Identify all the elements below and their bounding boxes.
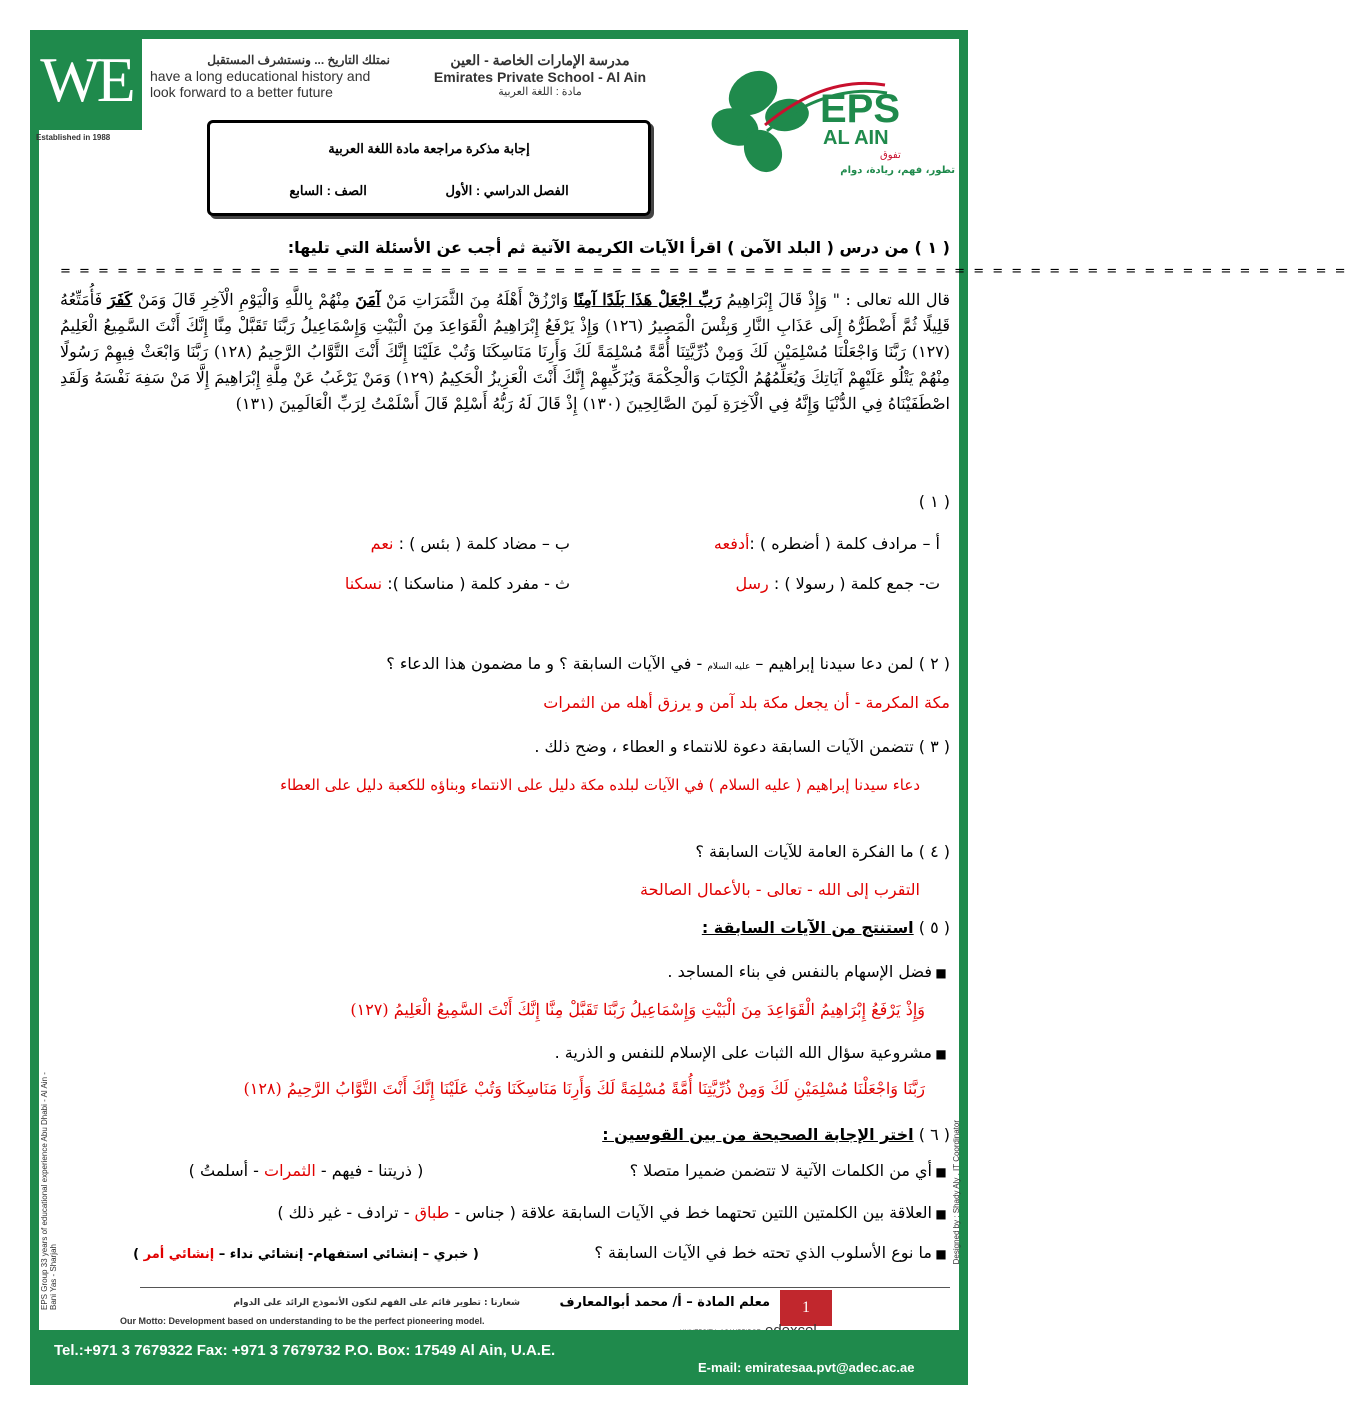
q6-row-1-close: - أسلمتُ ) — [188, 1161, 265, 1180]
side-text-left-label: EPS Group 33 years of educational experience Abu Dhabi - Al Ain - Bani Yas - Sharjah — [40, 1072, 58, 1310]
q1-number: ( ١ ) — [918, 492, 950, 511]
motto-ar: شعارنا : تطوير قائم على الفهم لنكون الأنموذج الرائد على الدوام — [233, 1298, 520, 1308]
we-established: Established in 1988 — [36, 133, 111, 142]
footer-bar — [30, 1330, 968, 1385]
eps-logo-text: EPS — [820, 87, 901, 131]
q3-question: ( ٣ ) تتضمن الآيات السابقة دعوة للانتماء و العطاء ، وضح ذلك . — [534, 737, 950, 756]
verse-part-2: وَارْزُقْ أَهْلَهُ مِنَ الثَّمَرَاتِ مَنْ — [380, 290, 574, 309]
eps-tagline: تطور، فهم، ريادة، دوام — [840, 165, 955, 176]
q6-row-3-question: ما نوع الأسلوب الذي تحته خط في الآيات السابقة ؟ — [594, 1243, 932, 1262]
q1-d — [230, 574, 570, 593]
grade-label: الصف : السابع — [289, 183, 367, 198]
q6-number: ( ٦ ) — [918, 1125, 950, 1144]
q1-b-answer: نعم — [370, 534, 394, 553]
subject-label: مادة : اللغة العربية — [498, 86, 582, 98]
q4-answer: التقرب إلى الله - تعالى - بالأعمال الصالحة — [640, 880, 920, 899]
q5-heading-text: استنتج من الآيات السابقة : — [701, 918, 914, 937]
q5-item-1 — [60, 962, 950, 981]
school-name — [420, 52, 660, 98]
bullet-icon: ■ — [935, 1165, 947, 1179]
q5-number: ( ٥ ) — [918, 918, 950, 937]
q1-d-answer: نسكنا — [344, 574, 383, 593]
quran-verses — [60, 287, 950, 417]
q6-row-3-open: ( خبري – إنشائي استفهام- إنشائي نداء – — [214, 1247, 479, 1262]
title-box — [207, 120, 651, 216]
q6-row-2-answer: طباق — [414, 1203, 450, 1222]
q6-heading-text: اختر الإجابة الصحيحة من بين القوسين : — [602, 1125, 914, 1144]
contact-tel: Tel.:+971 3 7679322 Fax: +971 3 7679732 P.O. Box: 17549 Al Ain, U.A.E. — [54, 1342, 556, 1359]
q6-row-3 — [60, 1243, 950, 1262]
we-tagline-ar: نمتلك التاريخ ... ونستشرف المستقبل — [207, 53, 390, 67]
q4-question: ( ٤ ) ما الفكرة العامة للآيات السابقة ؟ — [695, 842, 950, 861]
footer-divider — [140, 1287, 950, 1288]
q5-item-2-text: مشروعية سؤال الله الثبات على الإسلام للنفس و الذرية . — [554, 1043, 932, 1062]
school-name-en: Emirates Private School - Al Ain — [433, 69, 647, 85]
q5-verse-2: رَبَّنَا وَاجْعَلْنَا مُسْلِمَيْنِ لَكَ وَمِنْ ذُرِّيَّتِنَا أُمَّةً مُسْلِمَةً لَكَ وَأَرِنَا مَنَاسِكَنَا وَتُبْ عَلَيْنَا إِنَّكَ أَنْتَ التَّوَّابُ الرَّحِيمُ (١٢٨) — [243, 1079, 925, 1098]
q6-row-1 — [60, 1161, 950, 1180]
we-logo: WE — [30, 30, 142, 130]
bullet-icon: ■ — [935, 1247, 947, 1261]
verse-underlined-1: رَبِّ اجْعَلْ هَذَا بَلَدًا آمِنًا — [573, 290, 722, 309]
q5-heading — [60, 918, 950, 937]
verse-part-3: مِنْهُمْ بِاللَّهِ وَالْيَوْمِ الْآخِرِ قَالَ وَمَنْ — [132, 290, 356, 309]
we-tagline-en2: look forward to a better future — [150, 84, 333, 100]
teacher-name: معلم المادة – أ/ محمد أبوالمعارف — [559, 1295, 770, 1310]
we-tagline — [150, 52, 390, 100]
side-text-left — [40, 1060, 58, 1310]
q6-row-2 — [60, 1203, 950, 1222]
q1-c — [580, 574, 940, 593]
eps-city: AL AIN — [823, 127, 889, 149]
verse-intro: قال الله تعالى : " وَإِذْ قَالَ إِبْرَاهِيمُ — [721, 290, 951, 309]
q1-c-answer: رسل — [735, 574, 769, 593]
q1-a-label: أ – مرادف كلمة ( أضطره ) : — [749, 534, 940, 553]
contact-email: E-mail: emiratesaa.pvt@adec.ac.ae — [698, 1360, 915, 1375]
q2-question — [60, 654, 950, 673]
side-text-right — [952, 1120, 966, 1320]
q6-heading — [60, 1125, 950, 1144]
q6-row-3-close: ) — [133, 1247, 144, 1262]
q5-verse-1: وَإِذْ يَرْفَعُ إِبْرَاهِيمُ الْقَوَاعِدَ مِنَ الْبَيْتِ وَإِسْمَاعِيلُ رَبَّنَا تَقَبَّلْ مِنَّا إِنَّكَ أَنْتَ السَّمِيعُ الْعَلِيمُ (١٢٧) — [350, 1000, 925, 1019]
q2-question-text: ( ٢ ) لمن دعا سيدنا إبراهيم – — [755, 654, 950, 673]
q6-row-1-question: أي من الكلمات الآتية لا تتضمن ضميرا متصلا ؟ — [629, 1161, 932, 1180]
q2-small: عليه السلام — [707, 662, 751, 672]
verse-underlined-2: آمَنَ — [355, 290, 381, 309]
page-number: 1 — [780, 1290, 832, 1326]
bullet-icon: ■ — [935, 1207, 947, 1221]
q6-row-1-answer: الثمرات — [264, 1161, 316, 1180]
document-title: إجابة مذكرة مراجعة مادة اللغة العربية — [328, 141, 530, 156]
separator-line: = = = = = = = = = = = = = = = = = = = = = = = = = = = = = = = = = = = = = = = = = = = = = = = = = = = = = = = = = = = = = = = = = = = = — [60, 264, 1348, 279]
eps-logo — [705, 55, 965, 195]
verse-underlined-3: كَفَرَ — [107, 290, 133, 309]
verse-part-4: فَأُمَتِّعُهُ قَلِيلًا ثُمَّ أَضْطَرُّهُ إِلَى عَذَابِ النَّارِ وَبِئْسَ الْمَصِيرُ (١٢٦) وَإِذْ يَرْفَعُ إِبْرَاهِيمُ الْقَوَاعِدَ مِنَ الْبَيْتِ وَإِسْمَاعِيلُ رَبَّنَا تَقَبَّلْ مِنَّا إِنَّكَ أَنْتَ السَّمِيعُ الْعَلِيمُ (١٢٧) رَبَّنَا وَاجْعَلْنَا مُسْلِمَيْنِ لَكَ وَمِنْ ذُرِّيَّتِنَا أُمَّةً مُسْلِمَةً لَكَ وَأَرِنَا مَنَاسِكَنَا وَتُبْ عَلَيْنَا إِنَّكَ أَنْتَ التَّوَّابُ الرَّحِيمُ (١٢٨) رَبَّنَا وَابْعَثْ فِيهِمْ رَسُولًا مِنْهُمْ يَتْلُو عَلَيْهِمْ آيَاتِكَ وَيُعَلِّمُهُمُ الْكِتَابَ وَالْحِكْمَةَ وَيُزَكِّيهِمْ إِنَّكَ أَنْتَ الْعَزِيزُ الْحَكِيمُ (١٢٩) وَمَنْ يَرْغَبُ عَنْ مِلَّةِ إِبْرَاهِيمَ إِلَّا مَنْ سَفِهَ نَفْسَهُ وَلَقَدِ اصْطَفَيْنَاهُ فِي الدُّنْيَا وَإِنَّهُ فِي الْآخِرَةِ لَمِنَ الصَّالِحِينَ (١٣٠) إِذْ قَالَ لَهُ رَبُّهُ أَسْلِمْ قَالَ أَسْلَمْتُ لِرَبِّ الْعَالَمِينَ (١٣١) — [60, 290, 951, 413]
q6-row-1-open: ( ذريتنا - فيهم - — [315, 1161, 424, 1180]
eps-tafawwuq: تفوق — [880, 150, 901, 161]
q5-item-2 — [60, 1043, 950, 1062]
bullet-icon: ■ — [935, 1047, 947, 1061]
motto-en: Our Motto: Development based on understanding to be the perfect pioneering model. — [120, 1316, 485, 1326]
q6-row-2-close: - ترادف - غير ذلك ) — [277, 1203, 415, 1222]
q5-item-1-text: فضل الإسهام بالنفس في بناء المساجد . — [667, 962, 932, 981]
q6-row-3-answer: إنشائي أمر — [143, 1247, 215, 1262]
q1-a — [580, 534, 940, 553]
q3-answer: دعاء سيدنا إبراهيم ( عليه السلام ) في الآيات لبلده مكة دليل على الانتماء وبناؤه للكعبة دليل على العطاء — [280, 776, 920, 794]
side-text-right-label: Designed by : Shady Aly . IT Coordinator — [952, 1120, 961, 1265]
term-label: الفصل الدراسي : الأول — [445, 183, 569, 198]
q2-question-end: - في الآيات السابقة ؟ و ما مضمون هذا الدعاء ؟ — [386, 654, 703, 673]
q1-d-label: ث - مفرد كلمة ( مناسكنا ): — [382, 574, 570, 593]
q1-b — [230, 534, 570, 553]
bullet-icon: ■ — [935, 966, 947, 980]
we-tagline-en1: have a long educational history and — [150, 68, 371, 84]
q1-a-answer: أدفعه — [713, 534, 750, 553]
q1-c-label: ت- جمع كلمة ( رسولا ) : — [768, 574, 940, 593]
q6-row-2-question: العلاقة بين الكلمتين اللتين تحتهما خط في الآيات السابقة علاقة ( جناس - — [449, 1203, 932, 1222]
q1-b-label: ب – مضاد كلمة ( بئس ) : — [393, 534, 570, 553]
q2-answer: مكة المكرمة - أن يجعل مكة بلد آمن و يرزق أهله من الثمرات — [543, 693, 950, 712]
school-name-ar: مدرسة الإمارات الخاصة - العين — [450, 52, 630, 68]
section1-heading: ( ١ ) من درس ( البلد الآمن ) اقرأ الآيات الكريمة الآتية ثم أجب عن الأسئلة التي تليها: — [287, 238, 950, 257]
